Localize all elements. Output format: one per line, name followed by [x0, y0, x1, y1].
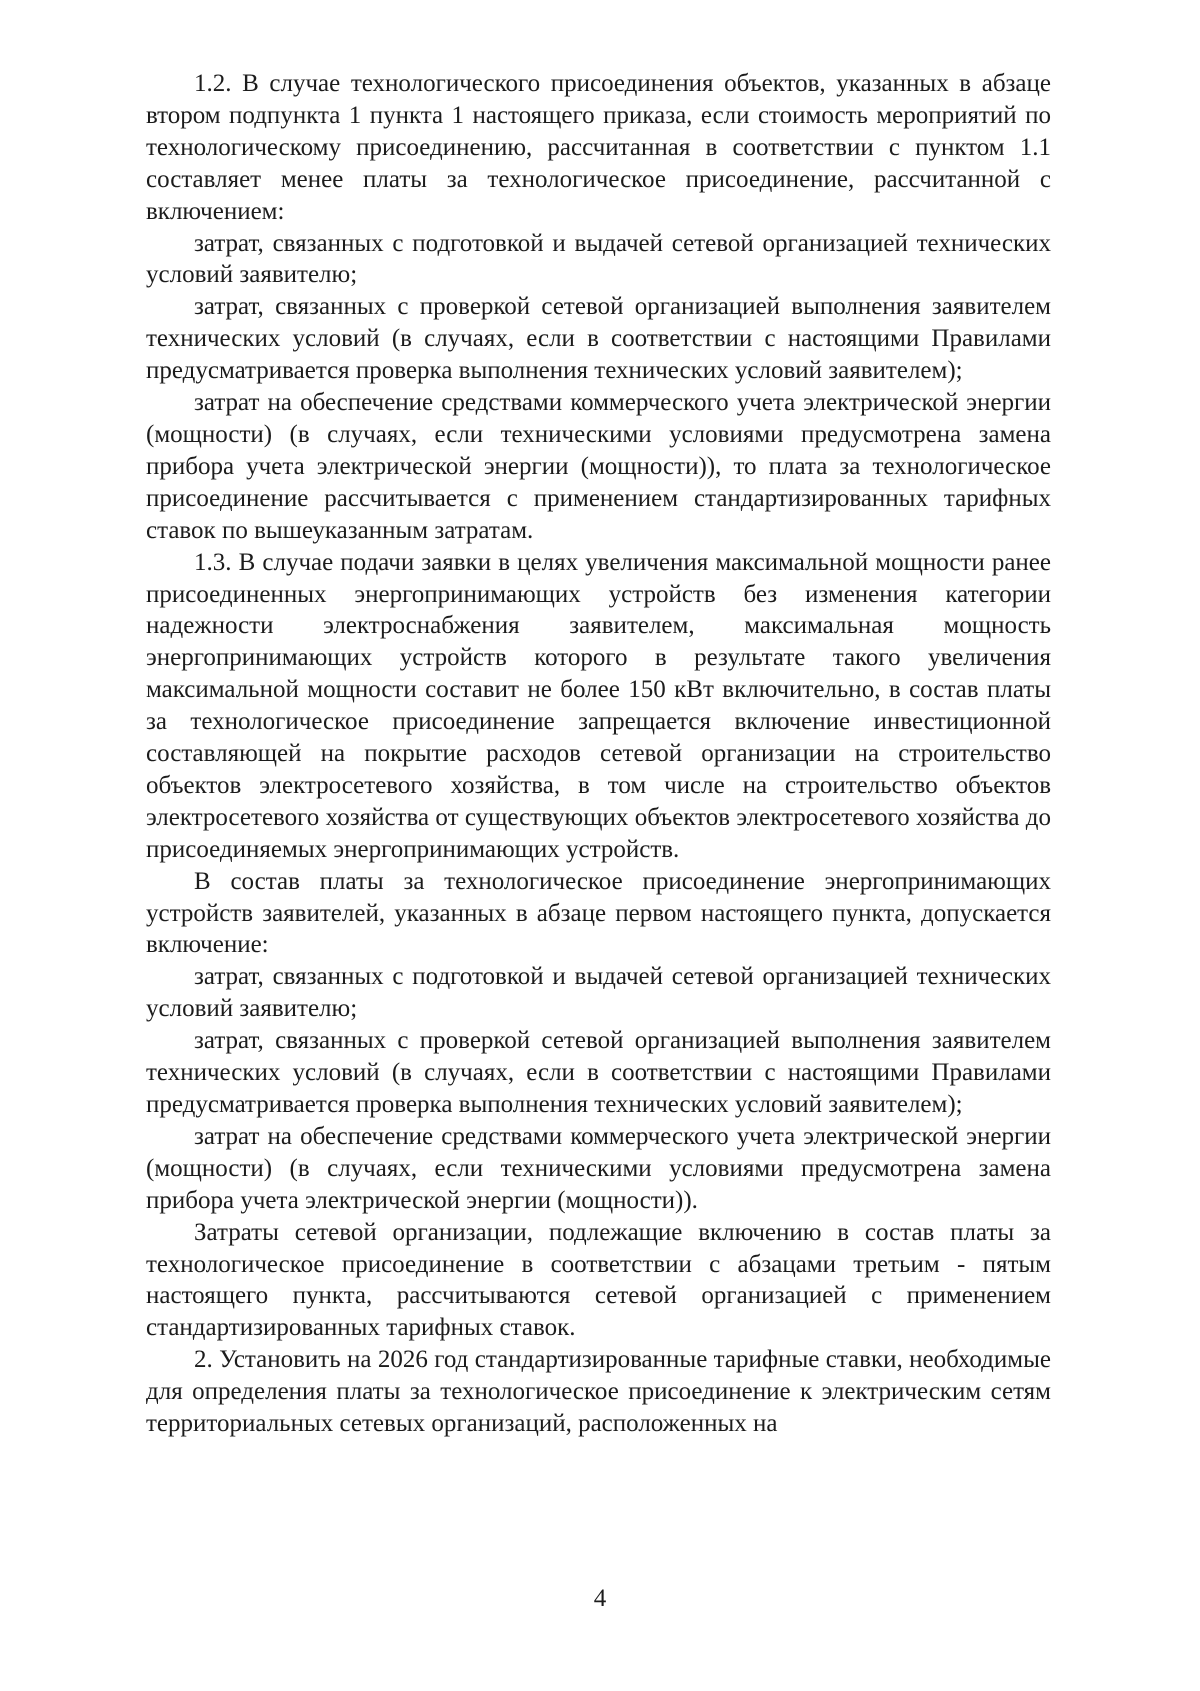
paragraph-2: 2. Установить на 2026 год стандартизированные тарифные ставки, необходимые для определения платы за технологическое присоединение к электрическим сетям территориальных сетевых организаций, расположенных на [146, 1346, 1051, 1438]
paragraph-1-2: 1.2. В случае технологического присоединения объектов, указанных в абзаце втором подпункта 1 пункта 1 настоящего приказа, если стоимость мероприятий по технологическому присоединению, рассчитанная в соответствии с пунктом 1.1 составляет менее платы за технологическое присоединение, рассчитанной с включением: [146, 70, 1051, 225]
paragraph-cost-tech-conditions: затрат, связанных с подготовкой и выдачей сетевой организацией технических условий заявителю; [146, 229, 1051, 289]
paragraph-cost-verification-2: затрат, связанных с проверкой сетевой организацией выполнения заявителем технических условий (в случаях, если в соответствии с настоящими Правилами предусматривается проверка выполнения технических условий заявителем); [146, 1027, 1051, 1118]
paragraph-1-3: 1.3. В случае подачи заявки в целях увеличения максимальной мощности ранее присоединенных энергопринимающих устройств без изменения категории надежности электроснабжения заявителем, максимальная мощность энергопринимающих устройств которого в результате такого увеличения максимальной мощности составит не более 150 кВт включительно, в состав платы за технологическое присоединение запрещается включение инвестиционной составляющей на покрытие расходов сетевой организации на строительство объектов электросетевого хозяйства, в том числе на строительство объектов электросетевого хозяйства от существующих объектов электросетевого хозяйства до присоединяемых энергопринимающих устройств. [146, 548, 1051, 863]
paragraph-cost-tech-conditions-2: затрат, связанных с подготовкой и выдачей сетевой организацией технических условий заявителю; [146, 963, 1051, 1023]
paragraph-cost-metering: затрат на обеспечение средствами коммерческого учета электрической энергии (мощности) (в случаях, если техническими условиями предусмотрена замена прибора учета электрической энергии (мощности)), то плата за технологическое присоединение рассчитывается с применением стандартизированных тарифных ставок по вышеуказанным затратам. [146, 389, 1051, 544]
document-body [146, 68, 1051, 1440]
paragraph-cost-metering-2: затрат на обеспечение средствами коммерческого учета электрической энергии (мощности) (в случаях, если техническими условиями предусмотрена замена прибора учета электрической энергии (мощности)). [146, 1122, 1051, 1214]
paragraph-allowed-inclusion: В состав платы за технологическое присоединение энергопринимающих устройств заявителей, указанных в абзаце первом настоящего пункта, допускается включение: [146, 867, 1051, 959]
paragraph-network-costs: Затраты сетевой организации, подлежащие включению в состав платы за технологическое присоединение в соответствии с абзацами третьим - пятым настоящего пункта, рассчитываются сетевой организацией с применением стандартизированных тарифных ставок. [146, 1218, 1051, 1342]
paragraph-cost-verification: затрат, связанных с проверкой сетевой организацией выполнения заявителем технических условий (в случаях, если в соответствии с настоящими Правилами предусматривается проверка выполнения технических условий заявителем); [146, 293, 1051, 385]
page-number: 4 [593, 1585, 607, 1612]
